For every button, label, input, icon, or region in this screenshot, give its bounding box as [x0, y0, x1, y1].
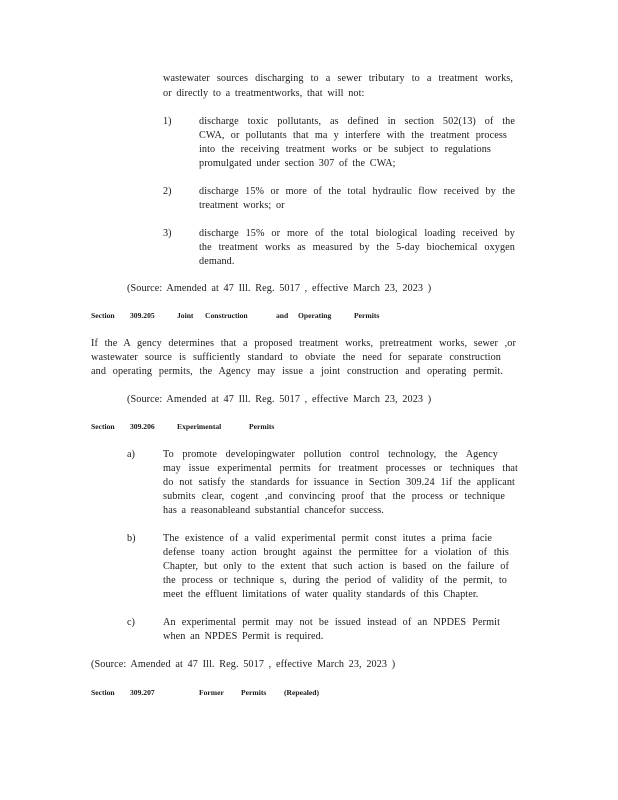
list-item-line: To promote developingwater pollution control technology, the Agency: [163, 449, 498, 460]
section-title-word: and: [276, 311, 289, 320]
paragraph-line: and operating permits, the Agency may issue a joint construction and operating permit.: [91, 366, 503, 377]
section-title-word: Construction: [205, 311, 248, 320]
list-item-line: An experimental permit may not be issued instead of an NPDES Permit: [163, 617, 500, 628]
section-number: 309.205: [130, 311, 155, 320]
section-title-word: Joint: [177, 311, 194, 320]
list-item-line: treatment works; or: [199, 200, 285, 211]
list-item-line: into the receiving treatment works or be subject to regulations: [199, 144, 491, 155]
list-marker: 3): [163, 228, 172, 239]
list-item-line: submits clear, cogent ,and convincing proof that the process or technique: [163, 491, 505, 502]
source-note: (Source: Amended at 47 Ill. Reg. 5017 , effective March 23, 2023 ): [127, 394, 432, 405]
paragraph-line: wastewater source is sufficiently standard to obviate the need for separate construction: [91, 352, 501, 363]
source-note: (Source: Amended at 47 Ill. Reg. 5017 , effective March 23, 2023 ): [91, 659, 396, 670]
section-title-word: Experimental: [177, 422, 222, 431]
section-number: 309.206: [130, 422, 155, 431]
section-label: Section: [91, 311, 115, 320]
list-marker: b): [127, 533, 136, 544]
list-item-line: may issue experimental permits for treatment processes or techniques that: [163, 463, 518, 474]
list-item-line: the treatment works as measured by the 5-day biochemical oxygen: [199, 242, 515, 253]
section-title-word: Former: [199, 688, 224, 697]
section-heading: [91, 311, 411, 321]
list-item-line: demand.: [199, 256, 235, 267]
section-heading: [91, 422, 291, 432]
section-label: Section: [91, 688, 115, 697]
paragraph-line: If the A gency determines that a proposed treatment works, pretreatment works, sewer ,or: [91, 338, 516, 349]
list-marker: a): [127, 449, 135, 460]
section-heading: [91, 688, 341, 698]
list-item-line: CWA, or pollutants that ma y interfere with the treatment process: [199, 130, 507, 141]
list-item-line: defense toany action brought against the permittee for a violation of this: [163, 547, 509, 558]
list-marker: 1): [163, 116, 172, 127]
list-item-line: discharge 15% or more of the total hydraulic flow received by the: [199, 186, 515, 197]
list-marker: 2): [163, 186, 172, 197]
section-label: Section: [91, 422, 115, 431]
section-title-word: Operating: [298, 311, 332, 320]
source-note: (Source: Amended at 47 Ill. Reg. 5017 , effective March 23, 2023 ): [127, 283, 432, 294]
intro-line: wastewater sources discharging to a sewer tributary to a treatment works,: [163, 73, 513, 84]
list-item-line: do not satisfy the standards for issuance in Section 309.24 1if the applicant: [163, 477, 515, 488]
section-title-word: Permits: [241, 688, 267, 697]
list-item-line: meet the effluent limitations of water quality standards of this Chapter.: [163, 589, 479, 600]
list-item-line: discharge 15% or more of the total biological loading received by: [199, 228, 515, 239]
section-title-word: (Repealed): [284, 688, 320, 697]
section-title-word: Permits: [354, 311, 380, 320]
intro-line: or directly to a treatmentworks, that will not:: [163, 88, 365, 99]
list-item-line: the process or technique s, during the period of validity of the permit, to: [163, 575, 507, 586]
list-item-line: promulgated under section 307 of the CWA;: [199, 158, 396, 169]
list-item-line: The existence of a valid experimental permit const itutes a prima facie: [163, 533, 492, 544]
list-item-line: when an NPDES Permit is required.: [163, 631, 324, 642]
section-title-word: Permits: [249, 422, 275, 431]
section-number: 309.207: [130, 688, 155, 697]
list-item-line: has a reasonableand substantial chancefor success.: [163, 505, 384, 516]
list-marker: c): [127, 617, 135, 628]
list-item-line: discharge toxic pollutants, as defined in section 502(13) of the: [199, 116, 515, 127]
list-item-line: Chapter, but only to the extent that such action is based on the failure of: [163, 561, 509, 572]
